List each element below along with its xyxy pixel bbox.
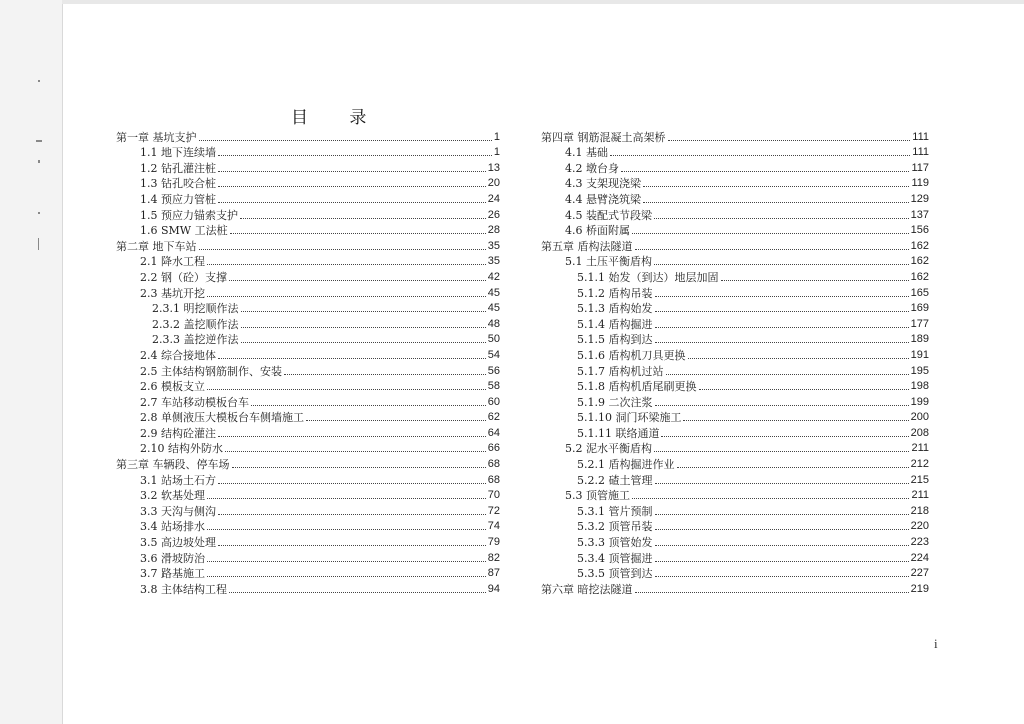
toc-entry-page: 45 xyxy=(487,286,500,299)
toc-leader-dots xyxy=(207,497,486,499)
page-title: 目 录 xyxy=(291,108,385,128)
toc-entry-label: 3.3 天沟与侧沟 xyxy=(140,504,216,518)
toc-entry-page: 162 xyxy=(910,255,929,268)
toc-section-entry xyxy=(541,502,929,518)
toc-section-entry xyxy=(116,518,500,534)
toc-leader-dots xyxy=(199,248,486,250)
toc-entry-page: 218 xyxy=(910,504,929,517)
toc-leader-dots xyxy=(721,279,909,281)
toc-leader-dots xyxy=(207,388,486,390)
toc-entry-label: 4.3 支架现浇梁 xyxy=(565,177,641,191)
toc-leader-dots xyxy=(683,419,908,421)
toc-section-entry xyxy=(116,331,500,347)
toc-entry-page: 199 xyxy=(910,395,929,408)
toc-entry-page: 70 xyxy=(487,489,500,502)
toc-entry-label: 4.4 悬臂浇筑梁 xyxy=(565,192,641,206)
toc-entry-page: 20 xyxy=(487,177,500,190)
toc-entry-page: 212 xyxy=(910,458,929,471)
toc-section-entry xyxy=(116,175,500,191)
toc-leader-dots xyxy=(655,341,909,343)
toc-section-entry xyxy=(116,144,500,160)
toc-entry-label: 2.10 结构外防水 xyxy=(140,442,223,456)
toc-leader-dots xyxy=(610,154,910,156)
toc-entry-label: 2.3.1 明挖顺作法 xyxy=(152,302,239,316)
toc-entry-page: 62 xyxy=(487,411,500,424)
toc-entry-label: 2.5 主体结构钢筋制作、安装 xyxy=(140,364,282,378)
toc-entry-page: 208 xyxy=(910,426,929,439)
toc-entry-label: 2.9 结构砼灌注 xyxy=(140,426,216,440)
toc-leader-dots xyxy=(668,139,911,141)
toc-section-entry xyxy=(541,144,929,160)
toc-entry-label: 5.1.10 洞门环梁施工 xyxy=(577,411,682,425)
toc-section-entry xyxy=(541,300,929,316)
toc-leader-dots xyxy=(699,388,909,390)
toc-section-entry xyxy=(541,424,929,440)
toc-entry-page: 68 xyxy=(487,473,500,486)
toc-entry-page: 156 xyxy=(910,224,929,237)
toc-entry-label: 3.5 高边坡处理 xyxy=(140,536,216,550)
toc-section-entry xyxy=(116,580,500,596)
toc-entry-label: 5.1.7 盾构机过站 xyxy=(577,364,664,378)
toc-section-entry xyxy=(116,440,500,456)
toc-entry-page: 111 xyxy=(912,146,929,159)
toc-leader-dots xyxy=(207,528,486,530)
toc-entry-label: 2.6 模板支立 xyxy=(140,380,205,394)
toc-leader-dots xyxy=(643,201,909,203)
toc-entry-label: 1.1 地下连续墙 xyxy=(140,146,216,160)
toc-entry-page: 162 xyxy=(910,270,929,283)
toc-section-entry xyxy=(541,549,929,565)
toc-leader-dots xyxy=(655,295,909,297)
toc-section-entry xyxy=(116,565,500,581)
toc-entry-page: 220 xyxy=(910,520,929,533)
toc-chapter-entry xyxy=(116,128,500,144)
toc-section-entry xyxy=(116,502,500,518)
toc-section-entry xyxy=(116,206,500,222)
toc-leader-dots xyxy=(225,450,486,452)
toc-entry-label: 3.6 滑坡防治 xyxy=(140,551,205,565)
toc-entry-page: 13 xyxy=(487,161,500,174)
toc-entry-label: 5.1.4 盾构掘进 xyxy=(577,317,653,331)
toc-entry-label: 3.7 路基施工 xyxy=(140,567,205,581)
toc-entry-page: 24 xyxy=(487,192,500,205)
toc-section-entry xyxy=(116,346,500,362)
toc-entry-page: 198 xyxy=(910,380,929,393)
toc-entry-page: 162 xyxy=(910,239,929,252)
toc-entry-page: 227 xyxy=(910,567,929,580)
toc-leader-dots xyxy=(655,560,909,562)
toc-right-column xyxy=(541,128,929,596)
toc-entry-label: 2.4 综合接地体 xyxy=(140,348,216,362)
toc-entry-label: 5.1.11 联络通道 xyxy=(577,426,660,440)
toc-leader-dots xyxy=(199,139,492,141)
toc-entry-page: 35 xyxy=(487,255,500,268)
toc-entry-page: 215 xyxy=(910,473,929,486)
toc-leader-dots xyxy=(218,185,486,187)
toc-section-entry xyxy=(541,159,929,175)
toc-entry-label: 第一章 基坑支护 xyxy=(116,130,197,144)
toc-entry-label: 5.1.9 二次注浆 xyxy=(577,395,653,409)
toc-section-entry xyxy=(116,378,500,394)
toc-entry-page: 211 xyxy=(911,489,929,502)
toc-section-entry xyxy=(541,190,929,206)
toc-section-entry xyxy=(541,378,929,394)
toc-entry-label: 4.5 装配式节段梁 xyxy=(565,208,652,222)
toc-section-entry xyxy=(116,268,500,284)
toc-entry-page: 56 xyxy=(487,364,500,377)
page-edge xyxy=(62,0,63,724)
toc-leader-dots xyxy=(251,404,486,406)
toc-chapter-entry xyxy=(116,455,500,471)
toc-leader-dots xyxy=(632,232,909,234)
toc-entry-page: 117 xyxy=(911,161,929,174)
toc-section-entry xyxy=(541,487,929,503)
toc-chapter-entry xyxy=(116,237,500,253)
toc-leader-dots xyxy=(666,373,909,375)
toc-entry-label: 2.2 钢（砼）支撑 xyxy=(140,270,227,284)
toc-entry-page: 42 xyxy=(487,270,500,283)
toc-section-entry xyxy=(541,284,929,300)
toc-leader-dots xyxy=(655,326,909,328)
toc-leader-dots xyxy=(655,575,909,577)
toc-left-column xyxy=(116,128,500,596)
toc-leader-dots xyxy=(218,482,486,484)
toc-entry-label: 2.8 单侧液压大模板台车侧墙施工 xyxy=(140,411,304,425)
toc-entry-label: 2.7 车站移动模板台车 xyxy=(140,395,249,409)
toc-leader-dots xyxy=(632,497,909,499)
toc-section-entry xyxy=(116,487,500,503)
toc-entry-label: 5.3.5 顶管到达 xyxy=(577,567,653,581)
toc-entry-page: 48 xyxy=(487,317,500,330)
toc-leader-dots xyxy=(230,232,486,234)
toc-entry-page: 219 xyxy=(910,582,929,595)
toc-section-entry xyxy=(541,565,929,581)
toc-entry-page: 191 xyxy=(910,348,929,361)
toc-section-entry xyxy=(541,518,929,534)
toc-entry-page: 1 xyxy=(493,130,500,143)
toc-entry-label: 4.2 墩台身 xyxy=(565,161,619,175)
toc-entry-page: 28 xyxy=(487,224,500,237)
toc-section-entry xyxy=(541,362,929,378)
toc-entry-page: 111 xyxy=(912,130,929,143)
toc-entry-page: 94 xyxy=(487,582,500,595)
toc-leader-dots xyxy=(635,591,909,593)
toc-entry-label: 1.2 钻孔灌注桩 xyxy=(140,161,216,175)
toc-leader-dots xyxy=(218,201,486,203)
toc-section-entry xyxy=(541,471,929,487)
toc-entry-page: 68 xyxy=(487,458,500,471)
toc-entry-page: 72 xyxy=(487,504,500,517)
toc-entry-label: 5.2.1 盾构掘进作业 xyxy=(577,458,675,472)
toc-leader-dots xyxy=(654,450,909,452)
toc-entry-label: 5.1.3 盾构始发 xyxy=(577,302,653,316)
toc-leader-dots xyxy=(654,217,909,219)
toc-leader-dots xyxy=(207,575,486,577)
toc-entry-label: 5.1.2 盾构吊装 xyxy=(577,286,653,300)
toc-entry-label: 2.1 降水工程 xyxy=(140,255,205,269)
toc-entry-label: 第六章 暗挖法隧道 xyxy=(541,582,633,596)
toc-leader-dots xyxy=(241,310,486,312)
toc-entry-label: 1.3 钻孔咬合桩 xyxy=(140,177,216,191)
toc-section-entry xyxy=(116,533,500,549)
toc-leader-dots xyxy=(218,357,486,359)
toc-section-entry xyxy=(116,549,500,565)
toc-entry-label: 4.1 基础 xyxy=(565,146,608,160)
toc-leader-dots xyxy=(218,544,486,546)
toc-entry-page: 45 xyxy=(487,302,500,315)
toc-section-entry xyxy=(541,175,929,191)
toc-entry-label: 第五章 盾构法隧道 xyxy=(541,239,633,253)
toc-section-entry xyxy=(541,206,929,222)
toc-entry-label: 4.6 桥面附属 xyxy=(565,224,630,238)
toc-section-entry xyxy=(541,409,929,425)
toc-entry-page: 66 xyxy=(487,442,500,455)
toc-entry-label: 5.1.8 盾构机盾尾刷更换 xyxy=(577,380,697,394)
toc-entry-label: 5.3.2 顶管吊装 xyxy=(577,520,653,534)
toc-entry-label: 5.2 泥水平衡盾构 xyxy=(565,442,652,456)
toc-leader-dots xyxy=(241,341,486,343)
toc-section-entry xyxy=(541,268,929,284)
toc-entry-page: 54 xyxy=(487,348,500,361)
toc-entry-label: 3.1 站场土石方 xyxy=(140,473,216,487)
toc-leader-dots xyxy=(654,263,909,265)
toc-section-entry xyxy=(116,190,500,206)
toc-leader-dots xyxy=(207,560,486,562)
toc-leader-dots xyxy=(218,435,486,437)
toc-section-entry xyxy=(541,222,929,238)
toc-section-entry xyxy=(116,424,500,440)
toc-entry-page: 64 xyxy=(487,426,500,439)
toc-leader-dots xyxy=(655,544,909,546)
toc-entry-page: 195 xyxy=(910,364,929,377)
toc-entry-page: 58 xyxy=(487,380,500,393)
toc-entry-label: 1.5 预应力锚索支护 xyxy=(140,208,238,222)
toc-leader-dots xyxy=(232,466,486,468)
toc-entry-page: 200 xyxy=(910,411,929,424)
toc-section-entry xyxy=(541,455,929,471)
toc-leader-dots xyxy=(241,326,486,328)
toc-leader-dots xyxy=(284,373,486,375)
toc-leader-dots xyxy=(655,528,909,530)
toc-leader-dots xyxy=(229,591,486,593)
toc-section-entry xyxy=(116,284,500,300)
toc-leader-dots xyxy=(207,263,486,265)
toc-entry-page: 87 xyxy=(487,567,500,580)
toc-section-entry xyxy=(541,440,929,456)
top-page-edge xyxy=(62,0,1024,4)
toc-entry-page: 129 xyxy=(910,192,929,205)
page-number: i xyxy=(934,636,938,651)
toc-entry-page: 50 xyxy=(487,333,500,346)
toc-chapter-entry xyxy=(541,237,929,253)
scan-mark xyxy=(38,160,40,163)
toc-entry-label: 5.3 顶管施工 xyxy=(565,489,630,503)
scan-mark xyxy=(38,80,40,82)
toc-section-entry xyxy=(541,253,929,269)
toc-leader-dots xyxy=(229,279,486,281)
toc-leader-dots xyxy=(643,185,909,187)
toc-leader-dots xyxy=(655,513,909,515)
toc-leader-dots xyxy=(635,248,909,250)
toc-entry-label: 第三章 车辆段、停车场 xyxy=(116,458,230,472)
toc-leader-dots xyxy=(218,513,486,515)
toc-entry-label: 第二章 地下车站 xyxy=(116,239,197,253)
toc-entry-page: 211 xyxy=(911,442,929,455)
toc-leader-dots xyxy=(661,435,908,437)
toc-entry-label: 1.6 SMW 工法桩 xyxy=(140,224,228,238)
toc-entry-label: 5.2.2 碴土管理 xyxy=(577,473,653,487)
toc-entry-label: 5.3.4 顶管掘进 xyxy=(577,551,653,565)
scan-mark xyxy=(38,212,40,214)
toc-section-entry xyxy=(541,393,929,409)
toc-section-entry xyxy=(116,471,500,487)
toc-leader-dots xyxy=(218,154,492,156)
toc-leader-dots xyxy=(621,170,909,172)
toc-chapter-entry xyxy=(541,128,929,144)
toc-leader-dots xyxy=(688,357,909,359)
toc-section-entry xyxy=(116,253,500,269)
toc-entry-page: 177 xyxy=(910,317,929,330)
toc-section-entry xyxy=(116,315,500,331)
toc-entry-page: 1 xyxy=(493,146,500,159)
toc-leader-dots xyxy=(218,170,486,172)
toc-section-entry xyxy=(116,300,500,316)
toc-leader-dots xyxy=(655,404,909,406)
toc-entry-page: 165 xyxy=(910,286,929,299)
toc-section-entry xyxy=(541,533,929,549)
left-page-margin xyxy=(0,0,62,724)
toc-leader-dots xyxy=(240,217,486,219)
toc-entry-label: 2.3.2 盖挖顺作法 xyxy=(152,317,239,331)
toc-entry-page: 189 xyxy=(910,333,929,346)
toc-section-entry xyxy=(116,409,500,425)
toc-leader-dots xyxy=(306,419,486,421)
toc-entry-label: 3.4 站场排水 xyxy=(140,520,205,534)
toc-leader-dots xyxy=(207,295,486,297)
toc-entry-page: 79 xyxy=(487,536,500,549)
toc-entry-page: 82 xyxy=(487,551,500,564)
toc-entry-label: 5.1.5 盾构到达 xyxy=(577,333,653,347)
toc-entry-page: 169 xyxy=(910,302,929,315)
toc-entry-label: 5.1.6 盾构机刀具更换 xyxy=(577,348,686,362)
toc-entry-label: 3.8 主体结构工程 xyxy=(140,582,227,596)
toc-entry-label: 5.3.1 管片预制 xyxy=(577,504,653,518)
toc-entry-page: 74 xyxy=(487,520,500,533)
toc-leader-dots xyxy=(677,466,909,468)
toc-chapter-entry xyxy=(541,580,929,596)
toc-entry-page: 223 xyxy=(910,536,929,549)
toc-entry-label: 2.3 基坑开挖 xyxy=(140,286,205,300)
toc-section-entry xyxy=(116,362,500,378)
toc-leader-dots xyxy=(655,482,909,484)
toc-section-entry xyxy=(541,315,929,331)
scan-mark xyxy=(38,238,39,250)
toc-entry-label: 1.4 预应力管桩 xyxy=(140,192,216,206)
toc-entry-page: 224 xyxy=(910,551,929,564)
toc-entry-page: 35 xyxy=(487,239,500,252)
toc-section-entry xyxy=(541,331,929,347)
toc-entry-label: 5.3.3 顶管始发 xyxy=(577,536,653,550)
toc-leader-dots xyxy=(655,310,909,312)
toc-section-entry xyxy=(541,346,929,362)
toc-entry-page: 119 xyxy=(911,177,929,190)
toc-section-entry xyxy=(116,393,500,409)
scan-mark xyxy=(36,140,42,142)
toc-entry-label: 5.1 土压平衡盾构 xyxy=(565,255,652,269)
toc-entry-page: 26 xyxy=(487,208,500,221)
toc-entry-page: 137 xyxy=(910,208,929,221)
toc-entry-page: 60 xyxy=(487,395,500,408)
toc-entry-label: 第四章 钢筋混凝土高架桥 xyxy=(541,130,666,144)
toc-entry-label: 2.3.3 盖挖逆作法 xyxy=(152,333,239,347)
toc-entry-label: 5.1.1 始发（到达）地层加固 xyxy=(577,270,719,284)
toc-entry-label: 3.2 软基处理 xyxy=(140,489,205,503)
toc-section-entry xyxy=(116,159,500,175)
toc-section-entry xyxy=(116,222,500,238)
